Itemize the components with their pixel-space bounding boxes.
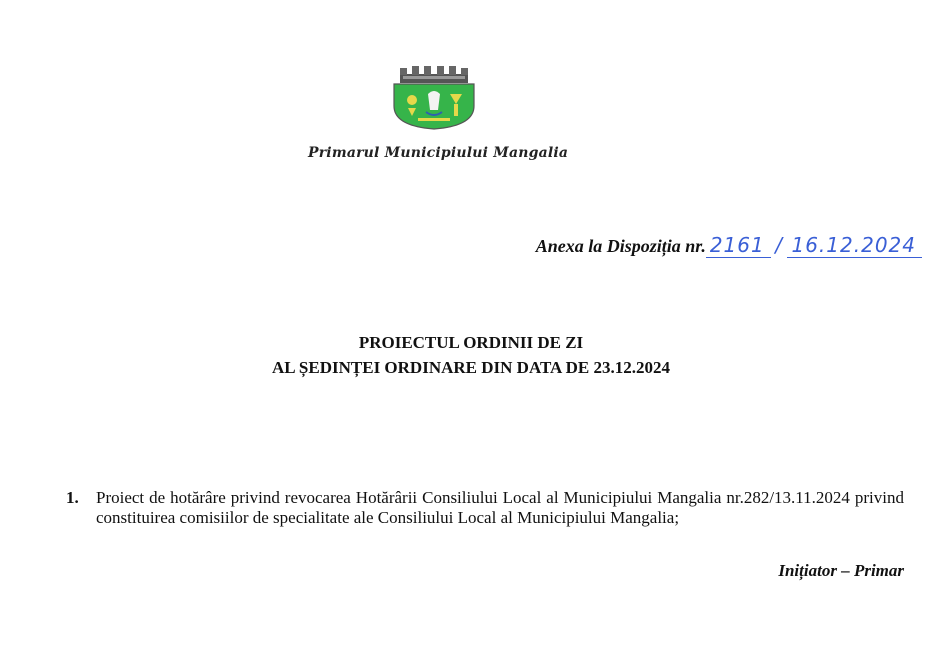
disposition-date: 16.12.2024 <box>791 233 916 257</box>
agenda-item-text: Proiect de hotărâre privind revocarea Hotărârii Consiliului Local al Municipiului Mangalia nr.282/13.11.2024 privind constituirea comisiilor de specialitate ale Consiliului Local al Municipiului Mangalia; <box>96 488 904 527</box>
agenda-item-initiator: Inițiator – Primar <box>778 561 904 580</box>
annex-separator: / <box>775 233 783 257</box>
disposition-number: 2161 <box>709 233 765 257</box>
annex-reference-line <box>536 233 922 258</box>
mayor-office-label: Primarul Municipiului Mangalia <box>308 145 569 161</box>
agenda-item-number: 1. <box>66 488 79 507</box>
document-title <box>0 330 942 380</box>
document-title-line-1: PROIECTUL ORDINII DE ZI <box>358 333 584 352</box>
annex-label: Anexa la Dispoziția nr. <box>535 236 706 256</box>
document-title-line-2: AL ȘEDINȚEI ORDINARE DIN DATA DE 23.12.2024 <box>272 358 670 377</box>
agenda-item <box>66 488 904 528</box>
mangalia-coat-of-arms-icon <box>388 66 480 130</box>
